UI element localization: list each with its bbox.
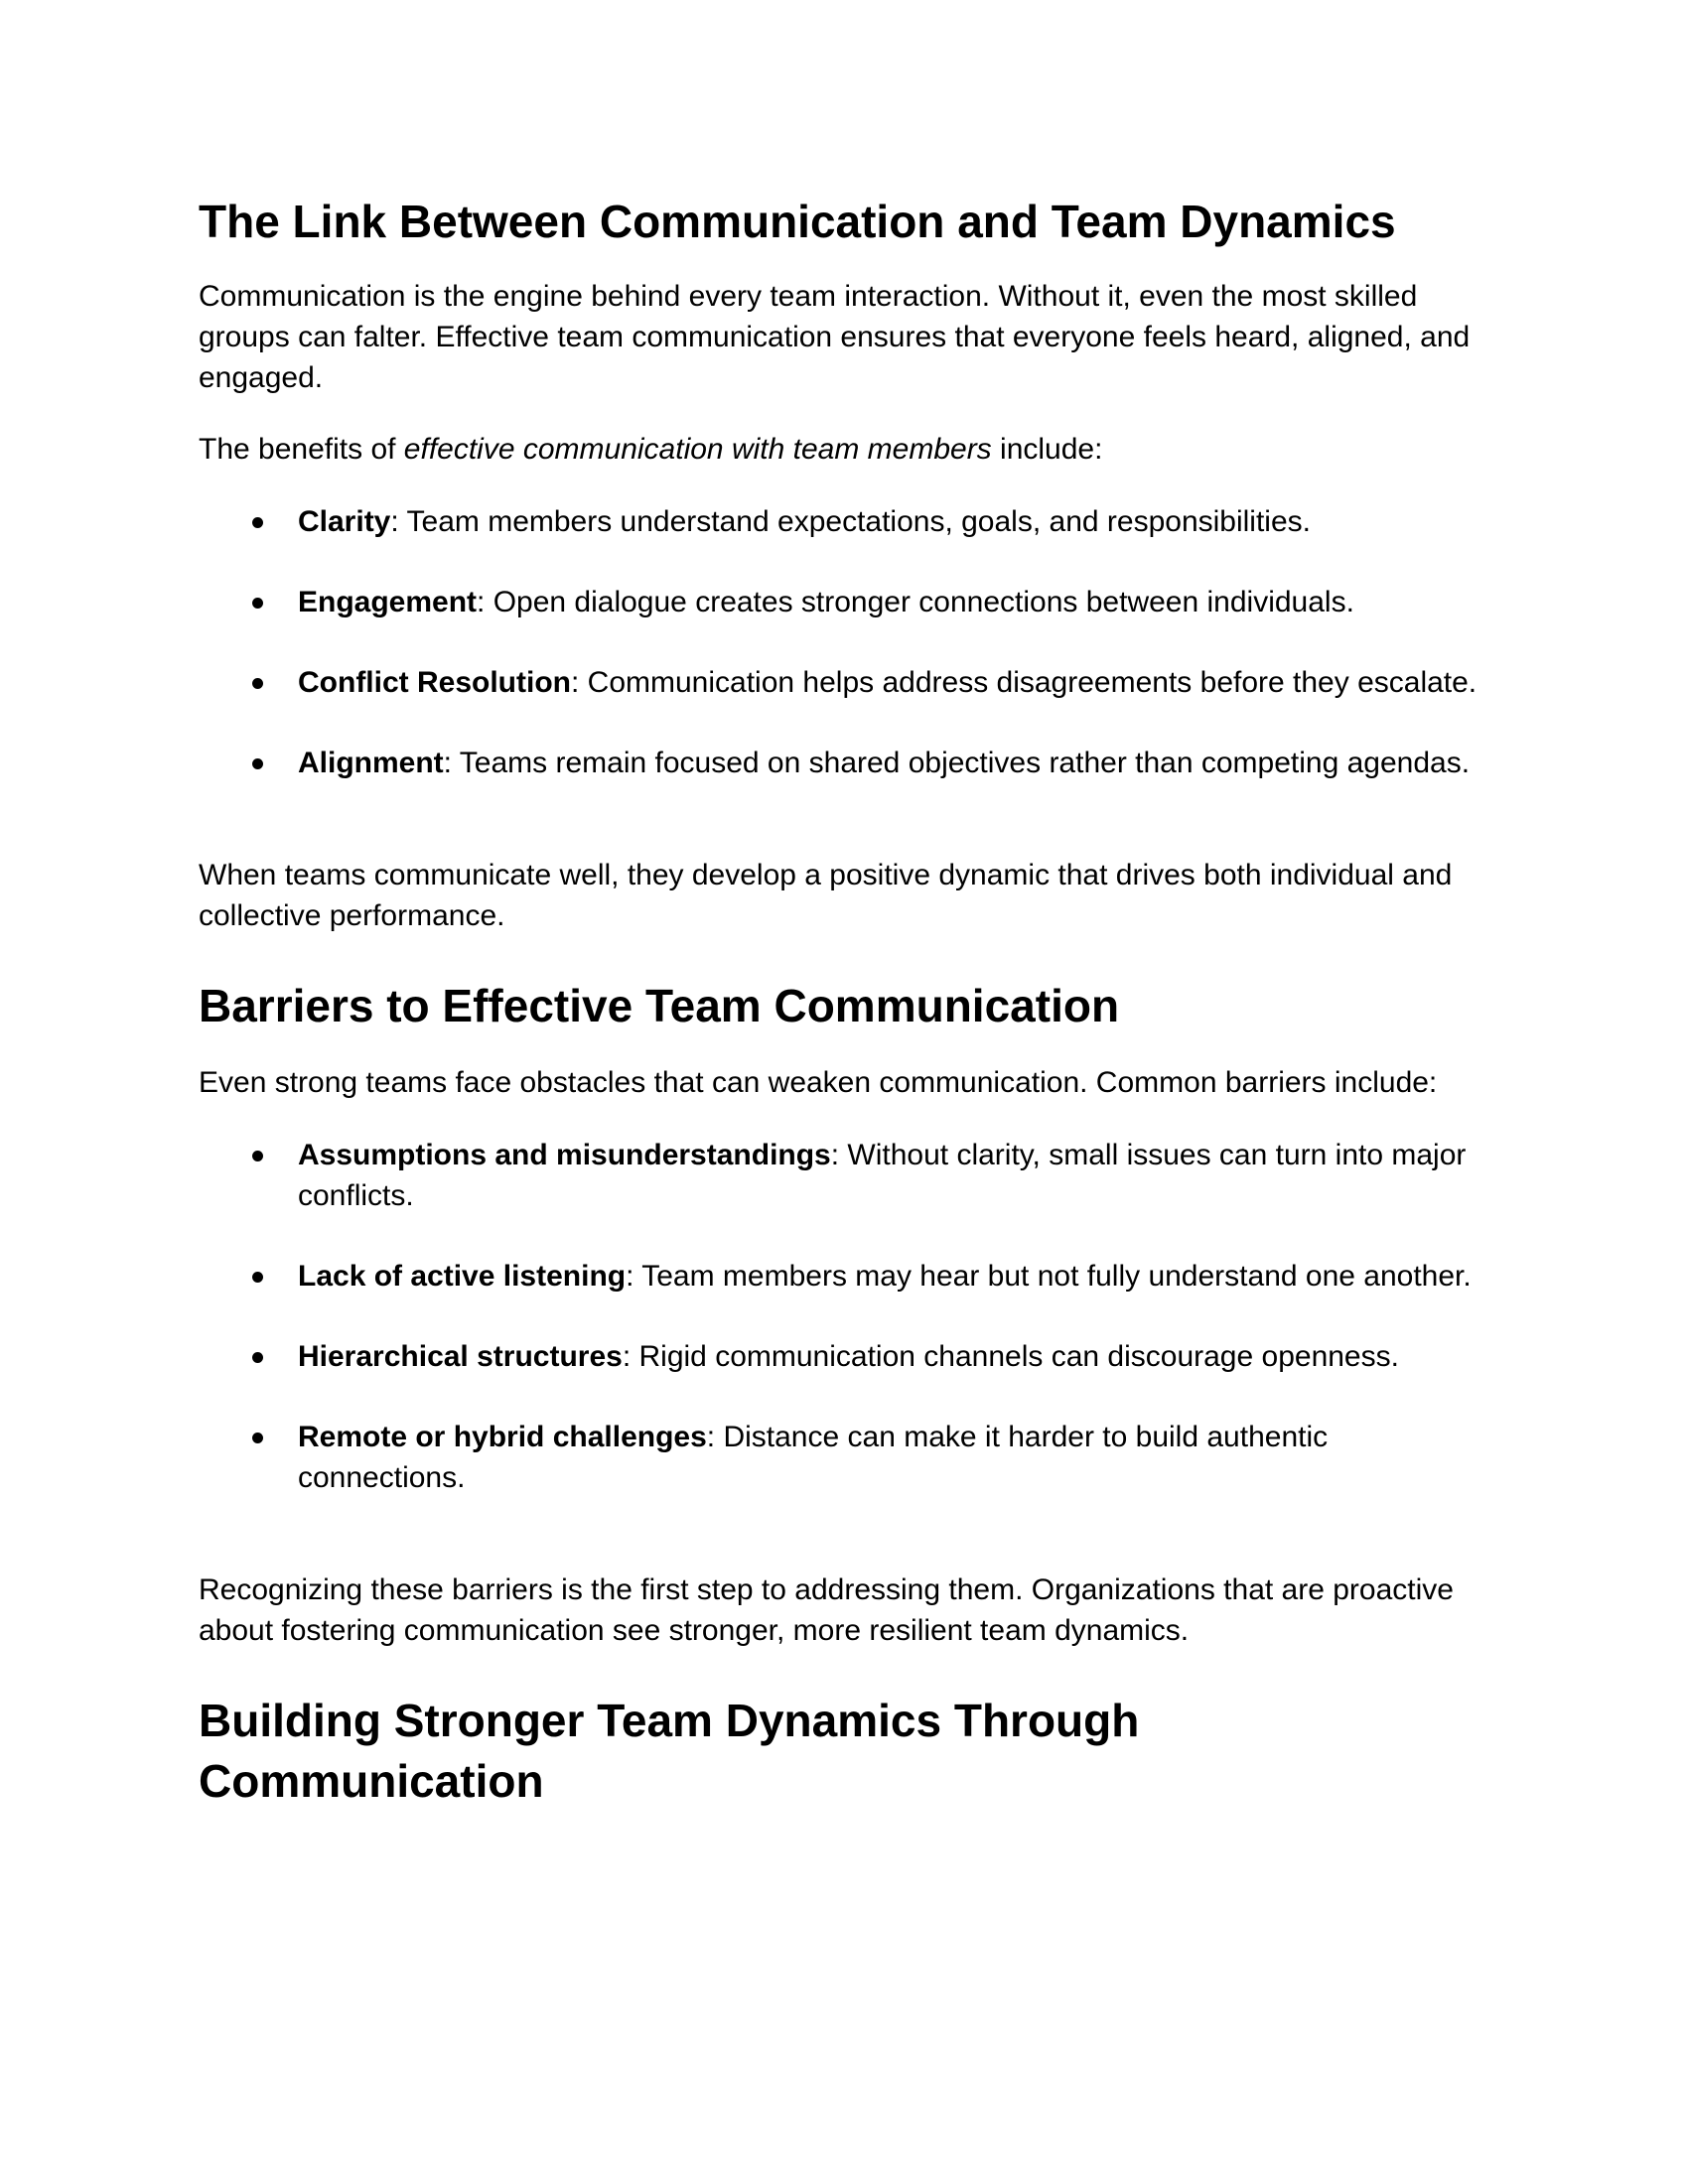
- list-item: [199, 743, 1489, 783]
- bullet-icon: [252, 758, 263, 769]
- list-item: [199, 1135, 1489, 1216]
- list-item: [199, 1336, 1489, 1377]
- bullet-icon: [252, 1352, 263, 1363]
- barrier-text: : Rigid communication channels can discourage openness.: [622, 1340, 1399, 1373]
- intro-paragraph: Communication is the engine behind every team interaction. Without it, even the most skilled groups can falter. Effective team communication ensures that everyone feels heard, aligned, and engaged.: [199, 280, 1471, 394]
- barrier-term: Lack of active listening: [298, 1260, 627, 1293]
- document-page: [199, 149, 1489, 1812]
- barrier-term: Assumptions and misunderstandings: [298, 1139, 831, 1171]
- list-item: [199, 662, 1489, 703]
- benefits-lead-paragraph: [199, 429, 1489, 470]
- barriers-lead-paragraph: Even strong teams face obstacles that can weaken communication. Common barriers include:: [199, 1066, 1438, 1099]
- benefits-lead-before: The benefits of: [199, 433, 404, 466]
- bullet-icon: [252, 1151, 263, 1161]
- list-item: [199, 1417, 1489, 1498]
- barriers-list: [199, 1135, 1489, 1498]
- heading-building-stronger-team-dynamics: Building Stronger Team Dynamics Through Communication: [199, 1695, 1140, 1807]
- benefit-term: Engagement: [298, 586, 478, 618]
- bullet-icon: [252, 598, 263, 609]
- benefits-outro-paragraph: When teams communicate well, they develop a positive dynamic that drives both individual and collective performance.: [199, 859, 1453, 932]
- bullet-icon: [252, 1433, 263, 1443]
- bullet-icon: [252, 678, 263, 689]
- list-item: [199, 1256, 1489, 1297]
- benefit-text: : Communication helps address disagreements before they escalate.: [570, 666, 1477, 699]
- barrier-text: : Without clarity, small issues can turn into major conflicts.: [298, 1139, 1467, 1212]
- list-item: [199, 582, 1489, 622]
- heading-barriers: Barriers to Effective Team Communication: [199, 980, 1120, 1031]
- barrier-text: : Team members may hear but not fully understand one another.: [626, 1260, 1472, 1293]
- benefit-term: Conflict Resolution: [298, 666, 571, 699]
- benefits-list: [199, 501, 1489, 783]
- benefit-text: : Team members understand expectations, goals, and responsibilities.: [390, 505, 1311, 538]
- bullet-icon: [252, 517, 263, 528]
- barrier-term: Remote or hybrid challenges: [298, 1421, 707, 1453]
- benefit-text: : Open dialogue creates stronger connections between individuals.: [477, 586, 1354, 618]
- benefit-text: : Teams remain focused on shared objectives rather than competing agendas.: [443, 747, 1471, 779]
- list-item: [199, 501, 1489, 542]
- barrier-term: Hierarchical structures: [298, 1340, 623, 1373]
- heading-link-communication-team-dynamics: The Link Between Communication and Team Dynamics: [199, 196, 1396, 247]
- benefit-term: Clarity: [298, 505, 391, 538]
- benefits-lead-emphasis: effective communication with team members: [403, 433, 992, 466]
- benefits-lead-after: include:: [991, 433, 1103, 466]
- barriers-outro-paragraph: Recognizing these barriers is the first step to addressing them. Organizations that are proactive about fostering communication see stronger, more resilient team dynamics.: [199, 1573, 1454, 1647]
- barrier-text: : Distance can make it harder to build authentic connections.: [298, 1421, 1329, 1494]
- bullet-icon: [252, 1272, 263, 1283]
- benefit-term: Alignment: [298, 747, 444, 779]
